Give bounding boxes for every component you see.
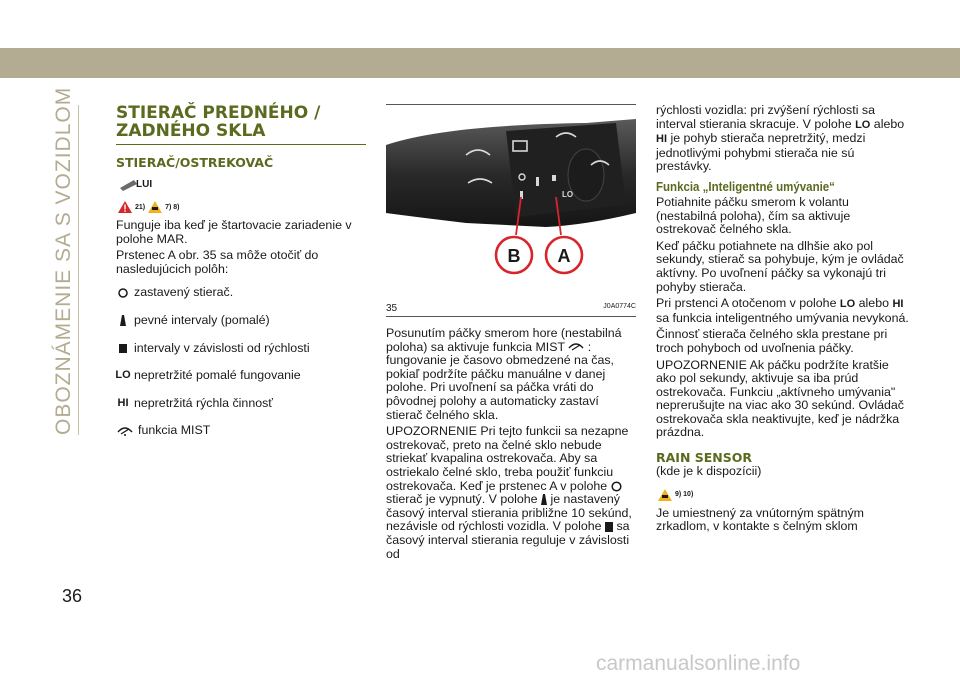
paragraph: Činnosť stierača čelného skla prestane pri troch pohyboch od uvoľnenia páčky. [656,327,888,355]
hi-symbol: HI [892,298,904,311]
interval-slow-icon [541,494,547,505]
warning-red-icon [118,201,132,213]
section-title [116,104,366,145]
position-item-lo [116,369,366,383]
position-item-slow [116,314,366,328]
figure-code: J0A0774C [603,303,636,310]
warning-ref: 9) 10) [675,491,694,499]
header-stripe [0,48,960,78]
paragraph [386,425,636,561]
paragraph: Funguje iba keď je štartovacie zariadenie v polohe MAR. [116,218,352,246]
subheading-rain-sensor: RAIN SENSOR [656,450,753,466]
label-a: A [557,246,571,266]
warning-amber-icon [658,489,672,501]
mist-icon [568,342,584,352]
section-title-line-2: ZADNÉHO SKLA [116,121,266,141]
paragraph: Je umiestnený za vnútorným spätným zrkadlom, v kontakte s čelným sklom [656,505,864,534]
warning-ref-1: 21) [135,203,146,211]
section-title-line-1: STIERAČ PREDNÉHO / [116,103,321,123]
off-circle-icon [116,288,130,298]
figure-number: 35 [386,303,398,314]
text: rýchlosti vozidla: pri zvýšení rýchlosti sa interval stierania skracuje. V polohe [656,103,875,131]
text: : fungovanie je časovo obmedzené na čas, pokiaľ podržíte páčku manuálne v danej polohe. Pri uvoľnení sa páčka vráti do pôvodnej polohy a automaticky zastaví stierač čelného skla. [386,339,615,422]
text: Pri prstenci A otočenom v polohe [656,296,837,311]
hi-symbol: HI [117,396,129,409]
paragraph [656,297,912,325]
text: UPOZORNENIE Pri tejto funkcii sa nezapne ostrekovač, preto na čelné sklo nebude striekať kvapalina ostrekovača. Aby sa ostriekalo čelné sklo, treba použiť funkciu ostrekovača. Keď je prstenec A v polohe [386,424,629,493]
text: je pohyb stierača nepretržitý, medzi jednotlivými pohybmi stierača nie sú prestávky. [656,131,866,174]
figure-lever [386,104,636,303]
position-item-speed [116,342,366,356]
watermark: carmanualsonline.info [596,652,801,675]
position-text: zastavený stierač. [134,285,234,300]
interval-slow-icon [116,315,130,326]
paragraph: Prstenec A obr. 35 sa môže otočiť do nasledujúcich polôh: [116,248,319,276]
lo-symbol: LO [855,118,871,131]
paragraph [656,104,912,174]
text: je nastavený časový interval stierania približne 10 sekúnd, nezávisle od rýchlosti vozidla. V polohe [386,492,632,534]
wiper-lever-illustration [386,105,636,301]
text: Posunutím páčky smerom hore (nestabilná poloha) sa aktivuje funkcia MIST [386,326,622,354]
paragraph: (kde je k dispozícii) [656,464,762,479]
chapter-title: OBOZNÁMENIE SA S VOZIDLOM [52,86,75,435]
position-text: pevné intervaly (pomalé) [134,312,270,327]
subheading-intelligent-wash: Funkcia „Inteligentné umývanie“ [656,179,835,194]
top-band [0,0,960,88]
position-text: nepretržité pomalé fungovanie [134,368,301,383]
position-item-off [116,286,366,300]
paragraph: UPOZORNENIE Ak páčku podržíte kratšie ako pol sekundy, aktivuje sa iba prúd ostrekovača. Funkciu „aktívneho umývania" neprerušujte na viac ako 30 sekúnd. Ovládač ostrekovača skla neaktivujte, keď je nádržka prázdna. [656,357,904,440]
text: stierač je vypnutý. V polohe [386,492,538,507]
warning-refs [118,201,366,213]
mist-icon [116,426,134,436]
column-2 [386,104,636,564]
position-text: funkcia MIST [138,423,211,438]
svg-text:LUI: LUI [136,179,153,190]
warning-refs [658,489,912,501]
position-item-mist [116,424,366,438]
text: sa funkcia inteligentného umývania nevykoná. [656,310,909,325]
svg-text:LO: LO [562,190,574,199]
column-3 [656,104,912,537]
lever-icon [118,174,366,197]
position-item-hi [116,397,366,411]
text: alebo [858,296,889,311]
paragraph: Keď páčku potiahnete na dlhšie ako pol sekundy, stierač sa pohybuje, kým je ovládač aktívny. Po uvoľnení páčky sa vykonajú tri pohyby stierača. [656,238,904,294]
interval-speed-icon [605,522,613,532]
interval-speed-icon [116,344,130,353]
figure-caption [386,303,636,317]
paragraph: Potiahnite páčku smerom k volantu (nestabilná poloha), čím sa aktivuje ostrekovač čelného skla. [656,194,851,237]
position-text: intervaly v závislosti od rýchlosti [134,340,310,355]
text: alebo [873,116,905,131]
lo-symbol: LO [115,369,131,382]
column-1 [116,104,366,452]
chapter-divider [78,105,79,435]
subsection-title: STIERAČ/OSTREKOVAČ [116,155,274,170]
lo-symbol: LO [839,298,856,311]
text: sa časový interval stierania reguluje v závislosti od [386,519,630,561]
label-b: B [507,246,521,266]
hi-symbol: HI [656,133,667,146]
page-number: 36 [62,586,83,606]
warning-amber-icon [148,201,162,213]
off-circle-icon [611,481,622,492]
warning-ref-2: 7) 8) [165,203,180,211]
paragraph [386,327,636,422]
position-text: nepretržitá rýchla činnosť [134,395,273,410]
